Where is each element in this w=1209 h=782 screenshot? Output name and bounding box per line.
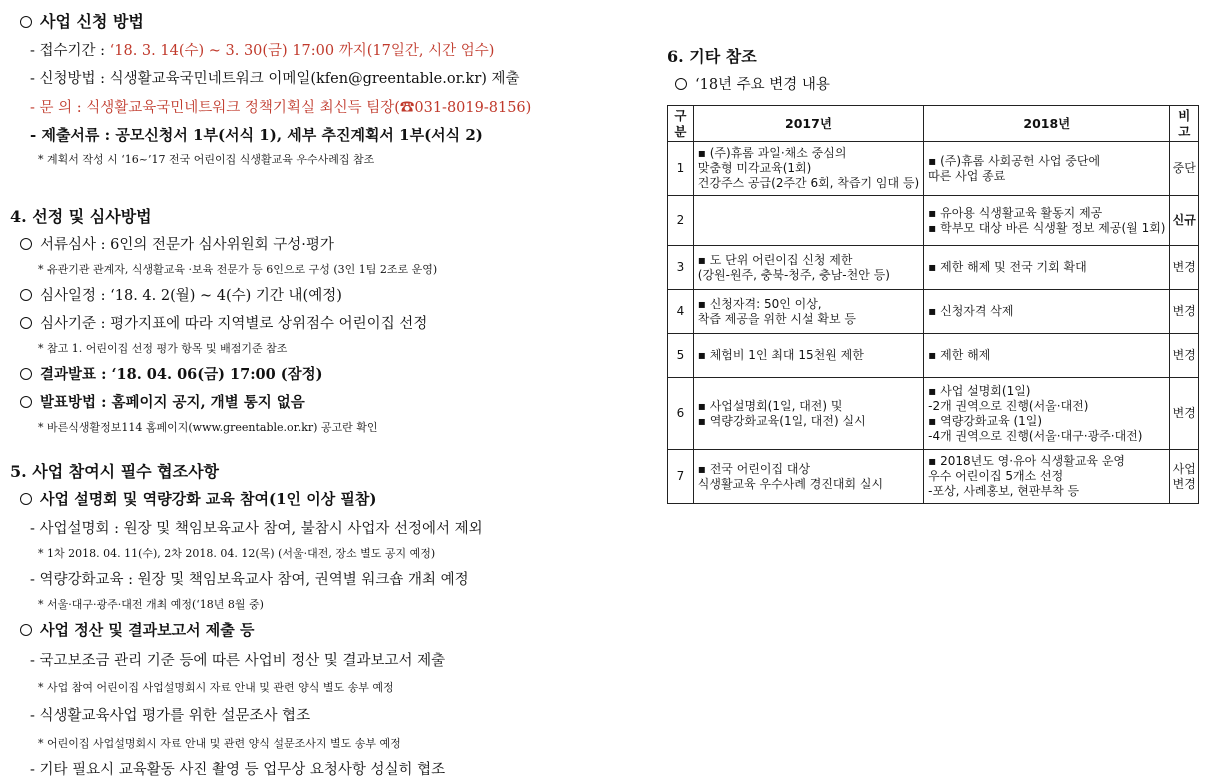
cell-2017	[693, 378, 923, 450]
table-row	[668, 246, 1199, 290]
etc-line: - 기타 필요시 교육활동 사진 촬영 등 업무상 요청사항 성실히 협조	[30, 762, 446, 778]
cell-line: 신규	[1172, 213, 1196, 228]
cell-line: 변경	[1172, 304, 1196, 319]
cell-line: ▪ 체험비 1인 최대 15천원 제한	[697, 348, 864, 363]
cell-line: 1	[676, 161, 685, 176]
briefing-note: * 1차 2018. 04. 11(수), 2차 2018. 04. 12(목) (서울·대전, 장소 별도 공지 예정)	[38, 547, 436, 560]
cell-line: -2개 권역으로 진행(서울·대전)	[928, 398, 1089, 413]
cell-line: ▪ 2018년도 영·유아 식생활교육 운영	[928, 454, 1126, 469]
cell-2017	[693, 196, 923, 246]
cell-2018	[924, 378, 1170, 450]
briefing-line: - 사업설명회 : 원장 및 책임보육교사 참여, 불참시 사업자 선정에서 제외	[30, 521, 483, 537]
circle-bullet-icon	[675, 78, 687, 90]
row-number-cell	[668, 290, 694, 334]
cell-line: ▪ 제한 해제	[928, 348, 991, 363]
cell-2018	[924, 196, 1170, 246]
cell-line: ▪ 제한 해제 및 전국 기회 확대	[928, 260, 1087, 275]
cell-line: 맞춤형 미각교육(1회)	[697, 161, 812, 176]
cell-2018	[924, 334, 1170, 378]
cell-line: ▪ 신청자격: 50인 이상,	[697, 296, 822, 311]
cell-line: 사업	[1172, 461, 1196, 476]
cell-line: (강원-원주, 충북-청주, 충남-천안 등)	[697, 267, 890, 282]
header-cell: 2017년	[693, 106, 923, 142]
cell-2017	[693, 290, 923, 334]
cell-line: 식생활교육 우수사례 경진대회 실시	[697, 476, 884, 491]
row-number-cell	[668, 246, 694, 290]
table-row	[668, 196, 1199, 246]
circle-bullet-icon	[20, 238, 32, 250]
cell-2017	[693, 450, 923, 504]
row-number-cell	[668, 334, 694, 378]
cell-line: 3	[676, 260, 685, 275]
announce-method-item: 발표방법 : 홈페이지 공지, 개별 통지 없음	[20, 391, 305, 412]
cell-line: ▪ 역량강화교육(1일, 대전) 실시	[697, 413, 866, 428]
cell-line: 변경	[1172, 260, 1196, 275]
table-header-row	[668, 106, 1199, 142]
apply-docs-note: * 계획서 작성 시 ‘16~’17 전국 어린이집 식생활교육 우수사례집 참조	[38, 153, 375, 166]
header-cell: 비고	[1170, 106, 1199, 142]
note-cell	[1170, 142, 1199, 196]
cell-2018	[924, 142, 1170, 196]
cell-line: ▪ 학부모 대상 바른 식생활 정보 제공(월 1회)	[928, 220, 1166, 235]
review-note: * 유관기관 관계자, 식생활교육 ·보육 전문가 등 6인으로 구성 (3인 1팀 2조로 운영)	[38, 263, 438, 276]
cell-line: 4	[676, 304, 685, 319]
header-cell: 구분	[668, 106, 694, 142]
section6-heading: 6. 기타 참조	[667, 47, 757, 66]
apply-inquiry: - 문 의 : 식생활교육국민네트워크 정책기획실 최신득 팀장(☎031-8019-8156)	[30, 100, 532, 116]
note-cell	[1170, 290, 1199, 334]
table-row	[668, 290, 1199, 334]
section4-heading: 4. 선정 및 심사방법	[10, 207, 152, 226]
announce-method-note: * 바른식생활정보114 홈페이지(www.greentable.or.kr) 공고란 확인	[38, 421, 378, 434]
circle-bullet-icon	[20, 289, 32, 301]
apply-period: - 접수기간 : ‘18. 3. 14(수) ~ 3. 30(금) 17:00 까지(17일간, 시간 엄수)	[30, 43, 495, 59]
note-cell	[1170, 334, 1199, 378]
cell-line: ▪ (주)휴롬 사회공헌 사업 중단에	[928, 153, 1101, 168]
settle-note: * 사업 참여 어린이집 사업설명회시 자료 안내 및 관련 양식 별도 송부 예정	[38, 681, 394, 694]
cell-line: 2	[676, 213, 685, 228]
row-number-cell	[668, 196, 694, 246]
apply-docs: - 제출서류 : 공모신청서 1부(서식 1), 세부 추진계획서 1부(서식 2)	[30, 126, 483, 144]
note-cell	[1170, 196, 1199, 246]
cell-2018	[924, 246, 1170, 290]
note-cell	[1170, 246, 1199, 290]
schedule-item: 심사일정 : ‘18. 4. 2(월) ~ 4(수) 기간 내(예정)	[20, 284, 342, 305]
table-row	[668, 334, 1199, 378]
sub-settle-heading: 사업 정산 및 결과보고서 제출 등	[20, 619, 254, 640]
criteria-note: * 참고 1. 어린이집 선정 평가 항목 및 배점기준 참조	[38, 342, 288, 355]
cell-line: 변경	[1172, 476, 1196, 491]
section-heading-apply: 사업 신청 방법	[20, 9, 144, 32]
settle-line: - 국고보조금 관리 기준 등에 따른 사업비 정산 및 결과보고서 제출	[30, 653, 446, 669]
cell-line: 변경	[1172, 348, 1196, 363]
cell-line: ▪ (주)휴롬 과일·채소 중심의	[697, 146, 847, 161]
training-line: - 역량강화교육 : 원장 및 책임보육교사 참여, 권역별 워크숍 개최 예정	[30, 572, 469, 588]
cell-line: 우수 어린이집 5개소 선정	[928, 469, 1064, 484]
apply-method: - 신청방법 : 식생활교육국민네트워크 이메일(kfen@greentable.or.kr) 제출	[30, 71, 520, 87]
cell-line: -4개 권역으로 진행(서울·대구·광주·대전)	[928, 428, 1143, 443]
cell-line: ▪ 전국 어린이집 대상	[697, 461, 811, 476]
circle-bullet-icon	[20, 624, 32, 636]
row-number-cell	[668, 378, 694, 450]
circle-bullet-icon	[20, 16, 32, 28]
note-cell	[1170, 450, 1199, 504]
survey-note: * 어린이집 사업설명회시 자료 안내 및 관련 양식 설문조사지 별도 송부 예정	[38, 737, 401, 750]
circle-bullet-icon	[20, 368, 32, 380]
cell-line: 착즙 제공을 위한 시설 확보 등	[697, 311, 856, 326]
row-number-cell	[668, 450, 694, 504]
table-row	[668, 142, 1199, 196]
cell-line: 7	[676, 469, 685, 484]
cell-line: ▪ 도 단위 어린이집 신청 제한	[697, 252, 853, 267]
cell-line: 따른 사업 종료	[928, 168, 1006, 183]
section6-sub: ‘18년 주요 변경 내용	[675, 73, 830, 94]
table-row	[668, 450, 1199, 504]
sub-briefing-heading: 사업 설명회 및 역량강화 교육 참여(1인 이상 필참)	[20, 488, 377, 509]
cell-line: ▪ 신청자격 삭제	[928, 304, 1014, 319]
circle-bullet-icon	[20, 317, 32, 329]
announce-item: 결과발표 : ‘18. 04. 06(금) 17:00 (잠정)	[20, 363, 323, 384]
cell-line: -포상, 사례홍보, 현판부착 등	[928, 484, 1080, 499]
cell-2018	[924, 450, 1170, 504]
table-row	[668, 378, 1199, 450]
training-note: * 서울·대구·광주·대전 개최 예정(‘18년 8월 중)	[38, 598, 264, 611]
cell-line: 변경	[1172, 406, 1196, 421]
circle-bullet-icon	[20, 493, 32, 505]
cell-line: ▪ 역량강화교육 (1일)	[928, 413, 1043, 428]
cell-line: ▪ 유아용 식생활교육 활동지 제공	[928, 205, 1103, 220]
header-cell: 2018년	[924, 106, 1170, 142]
cell-line: 건강주스 공급(2주간 6회, 착즙기 임대 등)	[697, 176, 920, 191]
row-number-cell	[668, 142, 694, 196]
cell-line: ▪ 사업설명회(1일, 대전) 및	[697, 398, 843, 413]
section5-heading: 5. 사업 참여시 필수 협조사항	[10, 462, 220, 481]
changes-table	[667, 105, 1199, 504]
cell-line: 5	[676, 348, 685, 363]
cell-2017	[693, 142, 923, 196]
circle-bullet-icon	[20, 396, 32, 408]
review-item: 서류심사 : 6인의 전문가 심사위원회 구성·평가	[20, 233, 334, 254]
cell-line: 6	[676, 406, 685, 421]
criteria-item: 심사기준 : 평가지표에 따라 지역별로 상위점수 어린이집 선정	[20, 312, 427, 333]
cell-2017	[693, 334, 923, 378]
cell-2017	[693, 246, 923, 290]
cell-line: ▪ 사업 설명회(1일)	[928, 383, 1031, 398]
cell-line: 중단	[1172, 161, 1196, 176]
survey-line: - 식생활교육사업 평가를 위한 설문조사 협조	[30, 708, 311, 724]
cell-2018	[924, 290, 1170, 334]
note-cell	[1170, 378, 1199, 450]
